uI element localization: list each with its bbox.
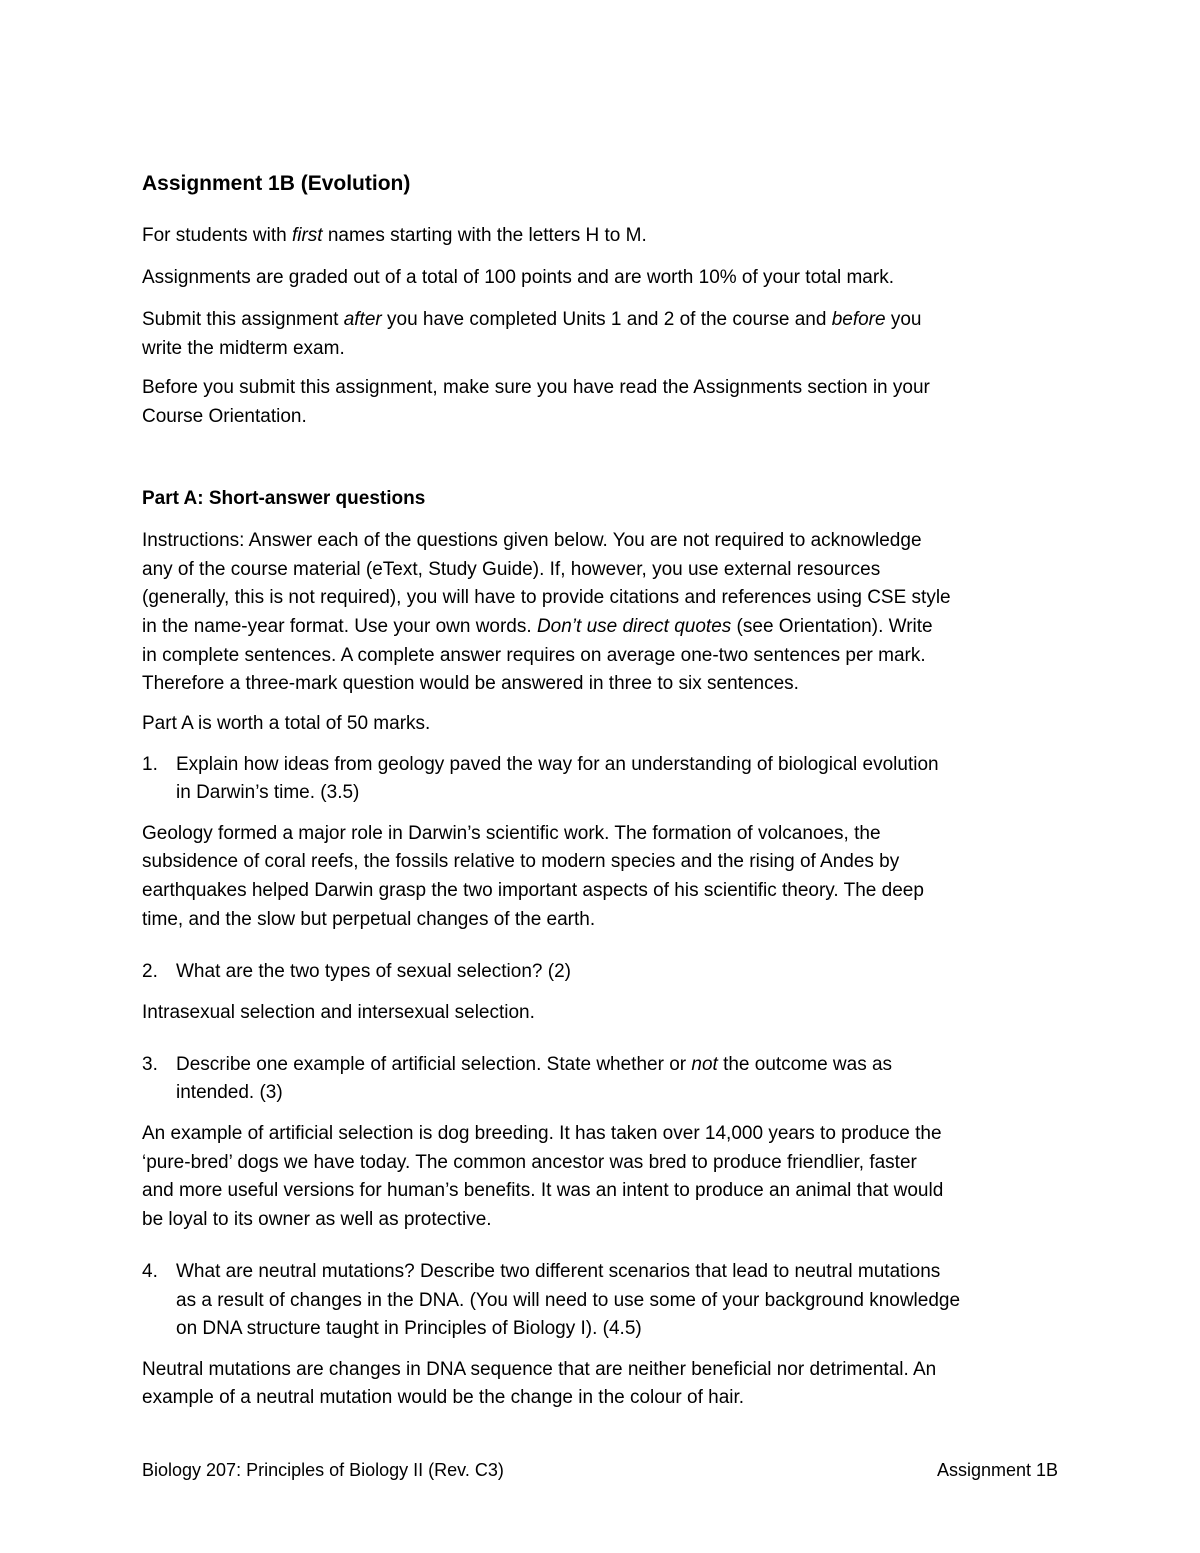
submit-line-2: write the midterm exam. bbox=[142, 338, 345, 359]
answer-4-line-2: example of a neutral mutation would be the change in the colour of hair. bbox=[142, 1387, 745, 1408]
question-2-number: 2. bbox=[142, 961, 158, 982]
question-4-line-2: as a result of changes in the DNA. (You will need to use some of your background knowledge bbox=[176, 1290, 961, 1311]
answer-1-line-2: subsidence of coral reefs, the fossils relative to modern species and the rising of Andes by bbox=[142, 851, 900, 872]
footer-assignment: Assignment 1B bbox=[936, 1460, 1058, 1480]
question-4-line-3: on DNA structure taught in Principles of Biology I). (4.5) bbox=[176, 1318, 642, 1339]
students-line: For students with first names starting with the letters H to M. bbox=[142, 225, 647, 246]
grading-line: Assignments are graded out of a total of 100 points and are worth 10% of your total mark. bbox=[142, 267, 894, 288]
answer-3-line-1: An example of artificial selection is dog breeding. It has taken over 14,000 years to produce the bbox=[142, 1123, 942, 1144]
instructions-line-3: (generally, this is not required), you will have to provide citations and references using CSE style bbox=[142, 587, 951, 608]
answer-3-line-2: ‘pure-bred’ dogs we have today. The common ancestor was bred to produce friendlier, faster bbox=[142, 1152, 917, 1173]
page-title: Assignment 1B (Evolution) bbox=[142, 172, 411, 195]
answer-1-line-3: earthquakes helped Darwin grasp the two important aspects of his scientific theory. The deep bbox=[142, 880, 924, 901]
question-4-line-1: 4. What are neutral mutations? Describe two different scenarios that lead to neutral mutations bbox=[142, 1258, 940, 1287]
question-4-number: 4. bbox=[142, 1261, 158, 1282]
before-line-1: Before you submit this assignment, make sure you have read the Assignments section in your bbox=[142, 377, 930, 398]
instructions-line-1: Instructions: Answer each of the questions given below. You are not required to acknowledge bbox=[142, 530, 922, 551]
footer-course: Biology 207: Principles of Biology II (Rev. C3) bbox=[142, 1460, 504, 1480]
answer-4-line-1: Neutral mutations are changes in DNA sequence that are neither beneficial nor detrimental. An bbox=[142, 1359, 937, 1380]
instructions-line-2: any of the course material (eText, Study Guide). If, however, you use external resources bbox=[142, 559, 881, 580]
instructions-line-4: in the name-year format. Use your own words. Don’t use direct quotes (see Orientation). Write bbox=[142, 616, 933, 637]
part-a-worth: Part A is worth a total of 50 marks. bbox=[142, 713, 431, 734]
instructions-line-5: in complete sentences. A complete answer requires on average one-two sentences per mark. bbox=[142, 645, 926, 666]
answer-1-line-4: time, and the slow but perpetual changes of the earth. bbox=[142, 909, 596, 930]
question-3-line-2: intended. (3) bbox=[176, 1082, 283, 1103]
instructions-line-6: Therefore a three-mark question would be answered in three to six sentences. bbox=[142, 673, 799, 694]
question-3-number: 3. bbox=[142, 1054, 158, 1075]
answer-2-line-1: Intrasexual selection and intersexual selection. bbox=[142, 1002, 535, 1023]
question-1-line-2: in Darwin’s time. (3.5) bbox=[176, 782, 360, 803]
before-line-2: Course Orientation. bbox=[142, 406, 307, 427]
answer-1-line-1: Geology formed a major role in Darwin’s scientific work. The formation of volcanoes, the bbox=[142, 823, 881, 844]
question-2-line-1: 2. What are the two types of sexual selection? (2) bbox=[142, 958, 571, 987]
answer-3-line-3: and more useful versions for human’s benefits. It was an intent to produce an animal that would bbox=[142, 1180, 944, 1201]
question-1-line-1: 1. Explain how ideas from geology paved the way for an understanding of biological evolution bbox=[142, 751, 939, 780]
question-3-line-1: 3. Describe one example of artificial selection. State whether or not the outcome was as bbox=[142, 1051, 892, 1080]
answer-3-line-4: be loyal to its owner as well as protective. bbox=[142, 1209, 492, 1230]
submit-line-1: Submit this assignment after you have completed Units 1 and 2 of the course and before you bbox=[142, 309, 922, 330]
part-a-heading: Part A: Short-answer questions bbox=[142, 488, 426, 509]
question-1-number: 1. bbox=[142, 754, 158, 775]
